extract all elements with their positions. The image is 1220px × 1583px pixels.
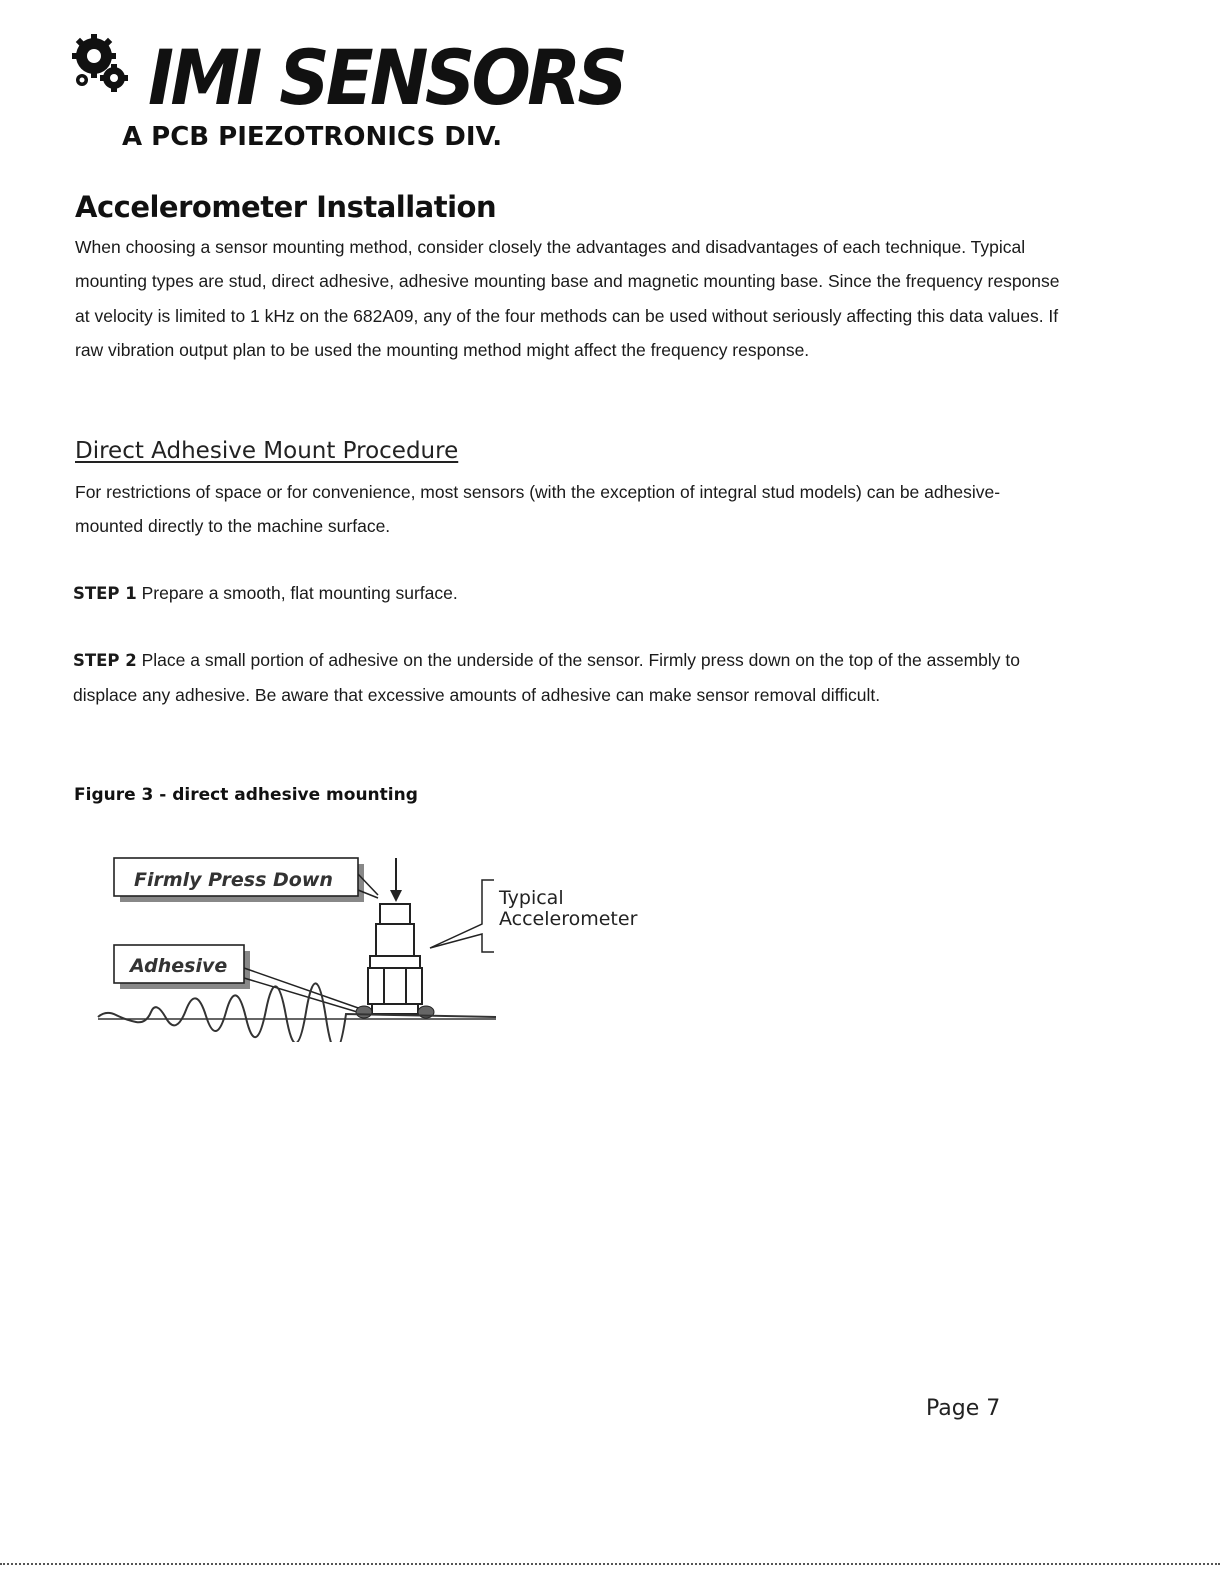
accelerometer-icon (368, 904, 422, 1014)
typical-accelerometer-label (499, 888, 637, 930)
arrow-down-icon (390, 890, 402, 902)
step-label: STEP 2 (73, 651, 137, 670)
section-title: Accelerometer Installation (75, 190, 497, 224)
footer-divider (0, 1563, 1220, 1565)
step-label: STEP 1 (73, 584, 137, 603)
step-text: Prepare a smooth, flat mounting surface. (136, 583, 458, 603)
adhesive-blob (356, 1006, 372, 1018)
figure-caption: Figure 3 - direct adhesive mounting (74, 785, 418, 805)
adhesive-label: Adhesive (130, 955, 228, 977)
page-number: Page 7 (926, 1396, 1001, 1421)
step-text: Place a small portion of adhesive on the underside of the sensor. Firmly press down on the top of the assembly to displace any adhesive. Be aware that excessive amounts of adhesive can make sensor removal difficult. (73, 650, 1020, 706)
typical-label-line2: Accelerometer (499, 908, 638, 930)
gear-icon (70, 34, 136, 100)
adhesive-mounting-figure (96, 852, 656, 1042)
press-down-label: Firmly Press Down (134, 869, 333, 891)
typical-label-line1: Typical (499, 887, 564, 909)
intro-paragraph: When choosing a sensor mounting method, consider closely the advantages and disadvantages of each technique. Typical mounting types are stud, direct adhesive, adhesive mounting base and magnetic mounting base. Since the frequency response at velocity is limited to 1 kHz on the 682A09, any of the four methods can be used without seriously affecting this data values. If raw vibration output plan to be used the mounting method might affect the frequency response. (75, 237, 1060, 360)
machine-surface (98, 983, 496, 1042)
procedure-title: Direct Adhesive Mount Procedure (75, 438, 459, 464)
procedure-description: For restrictions of space or for convenience, most sensors (with the exception of integral stud models) can be adhesive-mounted directly to the machine surface. (75, 482, 1001, 537)
step-1 (73, 576, 1063, 611)
company-logo (70, 33, 625, 124)
logo-wordmark: IMI SENSORS (148, 33, 625, 122)
division-name: A PCB PIEZOTRONICS DIV. (122, 122, 503, 152)
step-2 (73, 643, 1063, 713)
